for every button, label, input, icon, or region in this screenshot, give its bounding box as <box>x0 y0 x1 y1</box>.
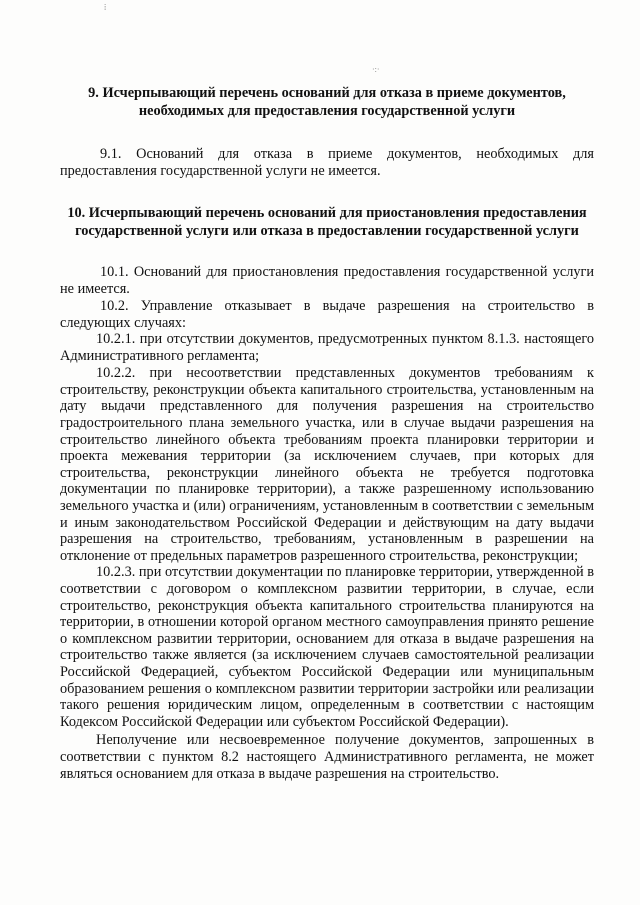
scan-artifact: ·:· <box>372 65 380 74</box>
paragraph-9-1: 9.1. Оснований для отказа в приеме документов, необходимых для предоставления государственной услуги не имеется. <box>60 146 594 179</box>
section-10-heading: 10. Исчерпывающий перечень оснований для приостановления предоставления государственной услуги или отказа в предоставлении государственной услуги <box>67 204 587 239</box>
paragraph-10-2-3: 10.2.3. при отсутствии документации по планировке территории, утвержденной в соответствии с договором о комплексном развитии территории, в случае, если строительство, реконструкция объекта капитального строительства планируются на территории, в отношении которой органом местного самоуправления принято решение о комплексном развитии территории, основанием для отказа в выдаче разрешения на строительство также является (за исключением случаев самостоятельной реализации Российской Федерацией, субъектом Российской Федерации или муниципальным образованием решения о комплексном развитии территории застройки или реализации такого решения юридическим лицом, определенным в соответствии с настоящим Кодексом Российской Федерации или субъектом Российской Федерации). <box>60 564 594 730</box>
paragraph-10-2: 10.2. Управление отказывает в выдаче разрешения на строительство в следующих случаях: <box>60 297 594 331</box>
document-content <box>60 84 594 783</box>
paragraph-10-2-2: 10.2.2. при несоответствии представленных документов требованиям к строительству, реконструкции объекта капитального строительства, установленным на дату выдачи представленного для получения разрешения на строительство градостроительного плана земельного участка, или в случае выдачи разрешения на строительство линейного объекта требованиям проекта планировки территории и проекта межевания территории (за исключением случаев, при которых для строительства, реконструкции линейного объекта не требуется подготовка документации по планировке территории), а также разрешенному использованию земельного участка и (или) ограничениям, установленным в соответствии с земельным и иным законодательством Российской Федерации и действующим на дату выдачи разрешения на строительство, требованиям, установленным в разрешении на отклонение от предельных параметров разрешенного строительства, реконструкции; <box>60 365 594 564</box>
scan-artifact: ⁞ <box>104 3 107 12</box>
paragraph-10-2-1: 10.2.1. при отсутствии документов, предусмотренных пунктом 8.1.3. настоящего Административного регламента; <box>60 331 594 365</box>
section-9-heading: 9. Исчерпывающий перечень оснований для отказа в приеме документов, необходимых для предоставления государственной услуги <box>88 85 566 119</box>
paragraph-final: Неполучение или несвоевременное получение документов, запрошенных в соответствии с пунктом 8.2 настоящего Административного регламента, не может являться основанием для отказа в выдаче разрешения на строительство. <box>60 732 594 783</box>
paragraph-10-1: 10.1. Оснований для приостановления предоставления государственной услуги не имеется. <box>60 263 594 297</box>
